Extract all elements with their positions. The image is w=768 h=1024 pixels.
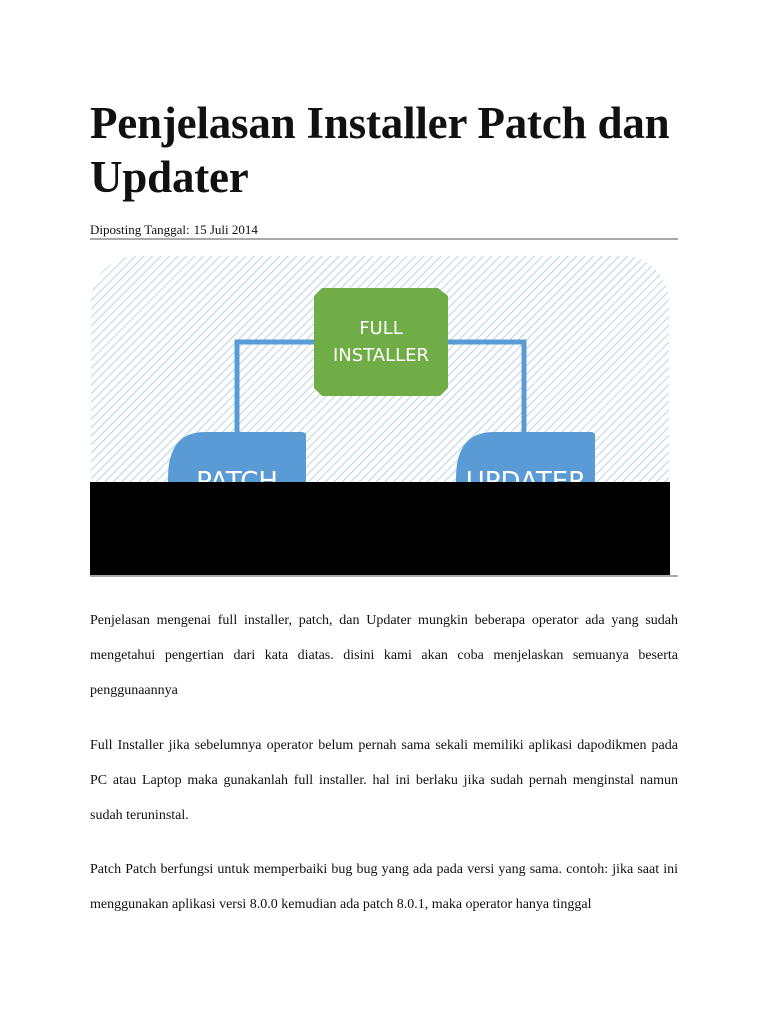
paragraph-full-installer: Full Installer jika sebelumnya operator belum pernah sama sekali memiliki aplikasi dapodikmen pada PC atau Laptop maka gunakanlah full installer. hal ini berlaku jika sudah pernah menginstal namun sudah teruninstal. [90,738,678,823]
post-meta [90,221,258,238]
post-date: 15 Juli 2014 [193,222,258,237]
redaction-block [90,482,670,576]
article-title: Penjelasan Installer Patch dan Updater [90,98,670,202]
paragraph-intro: Penjelasan mengenai full installer, patch, dan Updater mungkin beberapa operator ada yang sudah mengetahui pengertian dari kata diatas. disini kami akan coba menjelaskan semuanya beserta penggunaannya [90,613,678,698]
post-date-label: Diposting Tanggal: [90,222,190,237]
node-full-installer-line-2: INSTALLER [332,345,430,366]
node-full-installer [314,288,448,396]
bottom-divider [90,575,678,577]
node-full-installer-line-1: FULL [359,318,403,339]
paragraph-patch: Patch Patch berfungsi untuk memperbaiki bug bug yang ada pada versi yang sama. contoh: jika saat ini menggunakan aplikasi versi 8.0.0 kemudian ada patch 8.0.1, maka operator hanya tinggal [90,862,678,912]
installer-diagram-image [90,250,670,576]
top-divider [90,238,678,240]
